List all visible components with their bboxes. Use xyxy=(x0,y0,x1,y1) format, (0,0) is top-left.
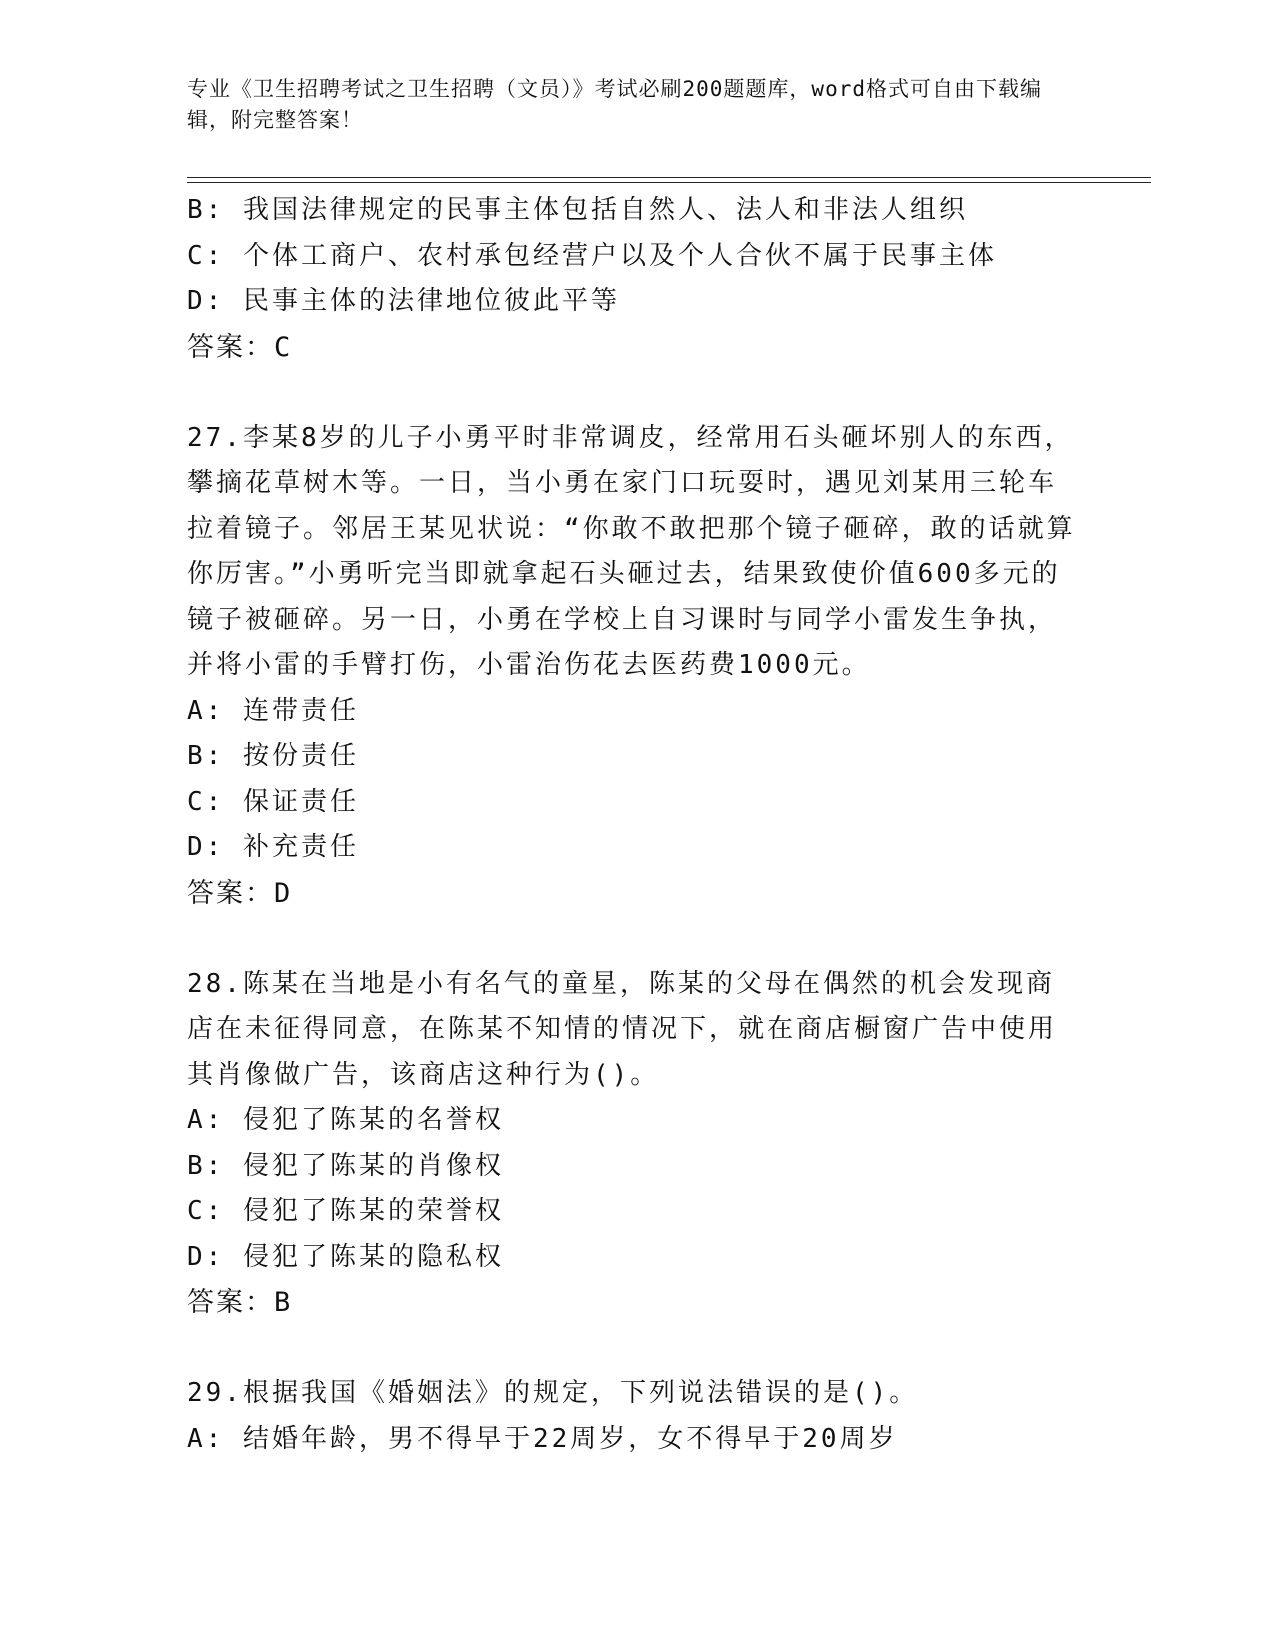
question-stem-29: 29.根据我国《婚姻法》的规定，下列说法错误的是()。 xyxy=(187,1378,919,1408)
option-d: D: 侵犯了陈某的隐私权 xyxy=(187,1241,504,1272)
question-content xyxy=(187,188,1077,1462)
option-b: B: 按份责任 xyxy=(187,741,359,771)
option-b: B: 我国法律规定的民事主体包括自然人、法人和非法人组织 xyxy=(187,195,968,225)
option-a: A: 连带责任 xyxy=(187,695,359,726)
question-stem-27: 27.李某8岁的儿子小勇平时非常调皮，经常用石头砸坏别人的东西，攀摘花草树木等。一日，当小勇在家门口玩耍时，遇见刘某用三轮车拉着镜子。邻居王某见状说：“你敢不敢把那个镜子砸碎，敢的话就算你厉害。”小勇听完当即就拿起石头砸过去，结果致使价值600多元的镜子被砸碎。另一日，小勇在学校上自习课时与同学小雷发生争执，并将小雷的手臂打伤，小雷治伤花去医药费1000元。 xyxy=(187,422,1076,680)
header-divider-top xyxy=(187,177,1151,178)
question-stem-28: 28.陈某在当地是小有名气的童星，陈某的父母在偶然的机会发现商店在未征得同意，在陈某不知情的情况下，就在商店橱窗广告中使用其肖像做广告，该商店这种行为()。 xyxy=(187,968,1058,1090)
option-a: A: 侵犯了陈某的名誉权 xyxy=(187,1105,504,1135)
spacer xyxy=(187,1326,1077,1372)
option-c: C: 个体工商户、农村承包经营户以及个人合伙不属于民事主体 xyxy=(187,240,997,271)
spacer xyxy=(187,916,1077,962)
answer: 答案：B xyxy=(187,1287,293,1318)
option-a: A: 结婚年龄，男不得早于22周岁，女不得早于20周岁 xyxy=(187,1423,898,1454)
answer: 答案：C xyxy=(187,331,293,363)
header-divider-bottom xyxy=(187,182,1151,183)
answer: 答案：D xyxy=(187,877,293,909)
document-header: 专业《卫生招聘考试之卫生招聘（文员）》考试必刷200题题库，word格式可自由下载编辑，附完整答案！ xyxy=(187,77,1042,132)
option-d: D: 补充责任 xyxy=(187,832,359,862)
spacer xyxy=(187,370,1077,416)
option-d: D: 民事主体的法律地位彼此平等 xyxy=(187,286,620,316)
option-c: C: 侵犯了陈某的荣誉权 xyxy=(187,1196,504,1226)
option-b: B: 侵犯了陈某的肖像权 xyxy=(187,1150,504,1181)
option-c: C: 保证责任 xyxy=(187,786,359,817)
